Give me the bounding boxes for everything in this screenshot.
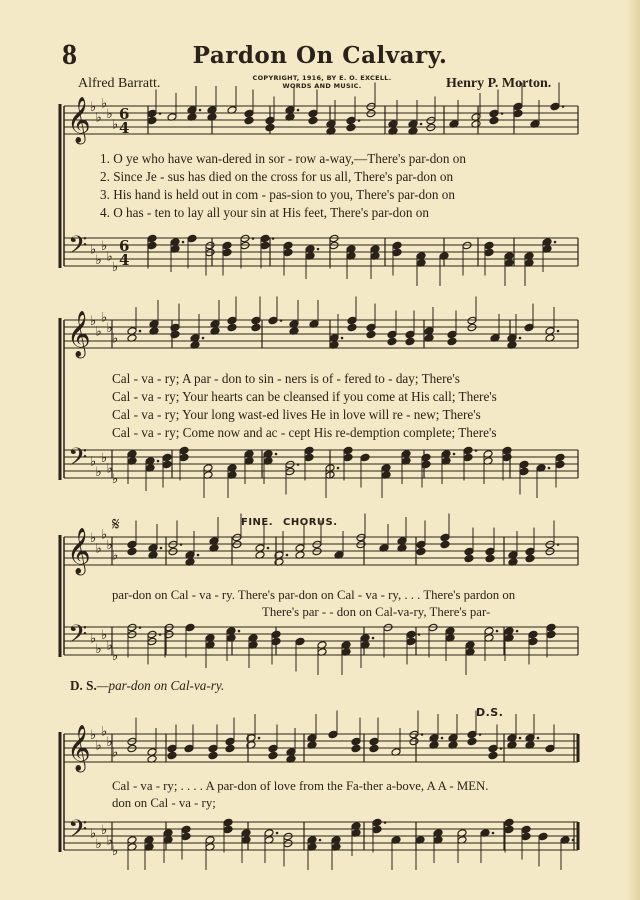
flat-icon: ♭ [90,826,97,842]
verse-1-line: Cal - va - ry; A par - don to sin - ners is of - fered to - day; There's [112,371,460,386]
flat-icon: ♭ [95,837,102,852]
bass-note [528,637,538,646]
treble-dot [557,330,560,333]
treble-note [467,737,477,746]
bass-note [421,460,431,469]
bass-note [260,241,270,250]
flat-icon: ♭ [90,631,97,647]
treble-note [251,323,261,332]
bass-note [304,453,314,462]
flat-icon: ♭ [101,724,108,740]
bass-note [528,630,538,639]
treble-note [488,751,498,760]
flat-icon: ♭ [101,310,108,326]
bass-dot [372,637,375,640]
bass-note [406,637,416,646]
ds-label: D. S. [70,678,97,693]
treble-dot [180,543,183,546]
treble-note [405,330,415,339]
treble-clef-icon: 𝄞 [67,311,91,357]
verse-4-line: 4. O has - ten to lay all your sin at His feet, There's par-don on [100,205,429,220]
bass-dot [418,633,421,636]
treble-note [416,540,426,549]
flat-icon: ♭ [106,107,113,122]
bass-note [360,453,370,462]
time-signature-digit: 6 [119,237,130,255]
bass-note [223,825,233,834]
treble-note [440,533,450,542]
flat-icon: ♭ [90,314,97,329]
treble-note [426,123,436,132]
treble-dot [358,119,361,122]
bass-note [484,248,494,257]
treble-note [308,109,318,118]
final-alto-lyric-line: don on Cal - va - ry; [112,796,216,810]
treble-note [268,316,278,325]
verse-2-line: 2. Since Je - sus has died on the cross for us all, There's par-don on [100,169,454,184]
bass-clef-icon: 𝄢 [68,620,88,655]
treble-dot [420,123,423,126]
treble-note [346,116,356,125]
treble-note [525,554,535,563]
treble-note [525,547,535,556]
treble-note [467,730,477,739]
treble-dot [421,733,424,736]
bass-note [181,825,191,834]
flat-icon: ♭ [106,249,113,265]
bass-note [187,234,197,243]
flat-icon: ♭ [90,242,97,258]
time-signature-digit: 4 [119,251,130,269]
bass-note [463,453,473,462]
treble-note [369,737,379,746]
bass-dot [297,463,300,466]
bass-dot [159,633,162,636]
bass-note [519,460,529,469]
flat-icon: ♭ [101,451,108,466]
flat-icon: ♭ [112,260,119,275]
treble-note [268,751,278,760]
bass-note [421,453,431,462]
flat-icon: ♭ [101,527,108,543]
treble-note [346,123,356,132]
treble-note [208,744,218,753]
treble-note [208,751,218,760]
bass-note [271,637,281,646]
bass-note [546,630,556,639]
flat-icon: ♭ [90,100,97,115]
flat-icon: ♭ [112,331,119,347]
treble-note [513,102,523,111]
bass-note [222,248,232,257]
treble-note [347,323,357,332]
treble-note [488,744,498,753]
bass-dot [548,467,551,470]
flat-icon: ♭ [101,96,108,112]
treble-note [524,323,534,332]
treble-note [347,316,357,325]
bass-dot [317,248,320,251]
treble-note [369,744,379,753]
treble-note [127,547,137,556]
treble-note [447,330,457,339]
treble-dot [537,737,540,740]
treble-note [251,316,261,325]
time-signature-digit: 6 [119,105,130,123]
bass-dot [475,449,478,452]
treble-note [225,744,235,753]
treble-note [366,323,376,332]
final-lyric-line: Cal - va - ry; . . . . A par-don of love from the Fa-ther a-bove, A A - MEN. [112,779,489,793]
bass-note [504,818,514,827]
flat-icon: ♭ [90,454,97,470]
treble-note [167,751,177,760]
bass-note [304,446,314,455]
treble-note [244,116,254,125]
bass-dot [572,839,575,842]
flat-icon: ♭ [106,833,113,849]
ds-instruction: D. S.—par-don on Cal-va-ry. [70,678,225,693]
flat-icon: ♭ [101,628,108,643]
hymn-number: 8 [62,38,77,71]
bass-dot [492,832,495,835]
flat-icon: ♭ [95,465,102,480]
treble-note [268,744,278,753]
time-signature-digit: 4 [119,119,130,137]
treble-note [308,116,318,125]
flat-icon: ♭ [112,117,119,133]
bass-clef-icon: 𝄢 [68,815,88,850]
treble-dot [202,337,205,340]
bass-note [555,453,565,462]
bass-dot [157,460,160,463]
bass-dot [337,467,340,470]
bass-dot [453,453,456,456]
flat-icon: ♭ [101,823,108,838]
treble-dot [562,105,565,108]
bass-dot [384,821,387,824]
treble-dot [280,319,283,322]
treble-dot [500,747,503,750]
bass-note [295,637,305,646]
bass-note [271,630,281,639]
verse-4-line: Cal - va - ry; Come now and ac - cept His re-demption complete; There's [112,425,497,440]
bass-note [521,832,531,841]
treble-note [351,744,361,753]
treble-note [485,554,495,563]
treble-note [127,540,137,549]
treble-dot [519,337,522,340]
bass-note [521,825,531,834]
chorus-marker: CHORUS. [283,517,338,528]
treble-dot [286,554,289,557]
treble-note [167,744,177,753]
bass-dot [496,630,499,633]
bass-note [222,241,232,250]
bass-note [504,825,514,834]
bass-note [463,446,473,455]
flat-icon: ♭ [106,735,113,750]
bass-note [162,453,172,462]
chorus-alto-lyric-line: There's par - - don on Cal-va-ry, There's par- [262,605,491,619]
segno-sign: 𝄋 [112,514,120,535]
bass-dot [252,237,255,240]
verse-3-line: 3. His hand is held out in com - pas-sion to you, There's par-don on [100,187,455,202]
flat-icon: ♭ [112,745,119,761]
bass-clef-icon: 𝄢 [68,231,88,266]
bass-dot [516,630,519,633]
bass-dot [554,241,557,244]
flat-icon: ♭ [95,253,102,268]
treble-note [426,116,436,125]
copyright-line: COPYRIGHT, 1916, BY E. O. EXCELL. [252,74,392,82]
bass-note [181,832,191,841]
hymn-title: Pardon On Calvary. [192,42,448,69]
treble-note [265,116,275,125]
bass-dot [275,453,278,456]
treble-dot [159,112,162,115]
flat-icon: ♭ [106,538,113,553]
bass-note [223,818,233,827]
flat-icon: ♭ [106,321,113,336]
fine-marker: FINE. [241,517,274,528]
treble-note [447,337,457,346]
flat-icon: ♭ [95,110,102,126]
bass-dot [139,626,142,629]
treble-dot [501,112,504,115]
treble-note [489,109,499,118]
treble-note [265,123,275,132]
treble-note [351,737,361,746]
flat-icon: ♭ [101,239,108,254]
lyricist-credit: Alfred Barratt. [78,76,161,91]
verse-2-line: Cal - va - ry; Your hearts can be cleansed if you come at His call; There's [112,389,497,404]
treble-dot [519,737,522,740]
treble-note [550,102,560,111]
bass-note [392,241,402,250]
verse-3-line: Cal - va - ry; Your long wast-ed lives He in love will re - new; There's [112,407,481,422]
flat-icon: ♭ [112,844,119,859]
bass-note [179,446,189,455]
treble-note [545,744,555,753]
treble-note [440,540,450,549]
treble-note [387,330,397,339]
treble-note [366,330,376,339]
treble-note [485,547,495,556]
bass-note [179,453,189,462]
composer-credit: Henry P. Morton. [446,76,552,91]
treble-clef-icon: 𝄞 [67,528,91,574]
treble-note [464,554,474,563]
bass-note [185,623,195,632]
bass-note [260,234,270,243]
bass-note [484,241,494,250]
ds-marker: D.S. [476,706,504,719]
treble-note [227,316,237,325]
treble-dot [267,547,270,550]
treble-note [227,323,237,332]
treble-dot [479,733,482,736]
bass-note [546,623,556,632]
copyright-subline: WORDS AND MUSIC. [282,82,362,90]
flat-icon: ♭ [106,461,113,477]
bass-note [147,234,157,243]
treble-clef-icon: 𝄞 [67,725,91,771]
treble-dot [441,737,444,740]
bass-note [372,818,382,827]
treble-note [416,547,426,556]
bass-note [343,453,353,462]
flat-icon: ♭ [95,738,102,754]
bass-note [372,825,382,834]
treble-dot [557,543,560,546]
treble-note [184,744,194,753]
ds-text: par-don on Cal-va-ry. [108,678,225,693]
treble-dot [197,554,200,557]
bass-dot [276,832,279,835]
flat-icon: ♭ [95,541,102,557]
bass-note [162,460,172,469]
bass-dot [319,839,322,842]
bass-note [392,248,402,257]
treble-note [489,116,499,125]
treble-note [366,109,376,118]
bass-note [283,248,293,257]
bass-clef-icon: 𝄢 [68,443,88,478]
bass-dot [238,630,241,633]
treble-note [244,109,254,118]
flat-icon: ♭ [90,728,97,743]
flat-icon: ♭ [106,638,113,654]
bass-note [555,460,565,469]
chorus-lyric-line: par-don on Cal - va - ry. There's par-don on Cal - va - ry, . . . There's pardon on [112,588,516,602]
flat-icon: ♭ [95,324,102,340]
treble-dot [199,109,202,112]
bass-dot [182,241,185,244]
treble-note [464,547,474,556]
treble-dot [139,330,142,333]
flat-icon: ♭ [90,531,97,546]
flat-icon: ♭ [95,642,102,657]
treble-note [405,337,415,346]
bass-note [519,467,529,476]
bass-note [283,241,293,250]
treble-clef-icon: 𝄞 [67,97,91,143]
flat-icon: ♭ [112,548,119,564]
treble-note [366,102,376,111]
flat-icon: ♭ [112,472,119,487]
treble-dot [160,547,163,550]
bass-note [406,630,416,639]
verse-1-line: 1. O ye who have wan-dered in sor - row a-way,—There's par-don on [100,151,466,166]
treble-dot [297,109,300,112]
treble-dot [258,737,261,740]
bass-dot [272,237,275,240]
flat-icon: ♭ [112,649,119,664]
treble-note [387,337,397,346]
bass-note [343,446,353,455]
bass-note [538,832,548,841]
treble-note [225,737,235,746]
treble-dot [341,337,344,340]
treble-note [328,730,338,739]
